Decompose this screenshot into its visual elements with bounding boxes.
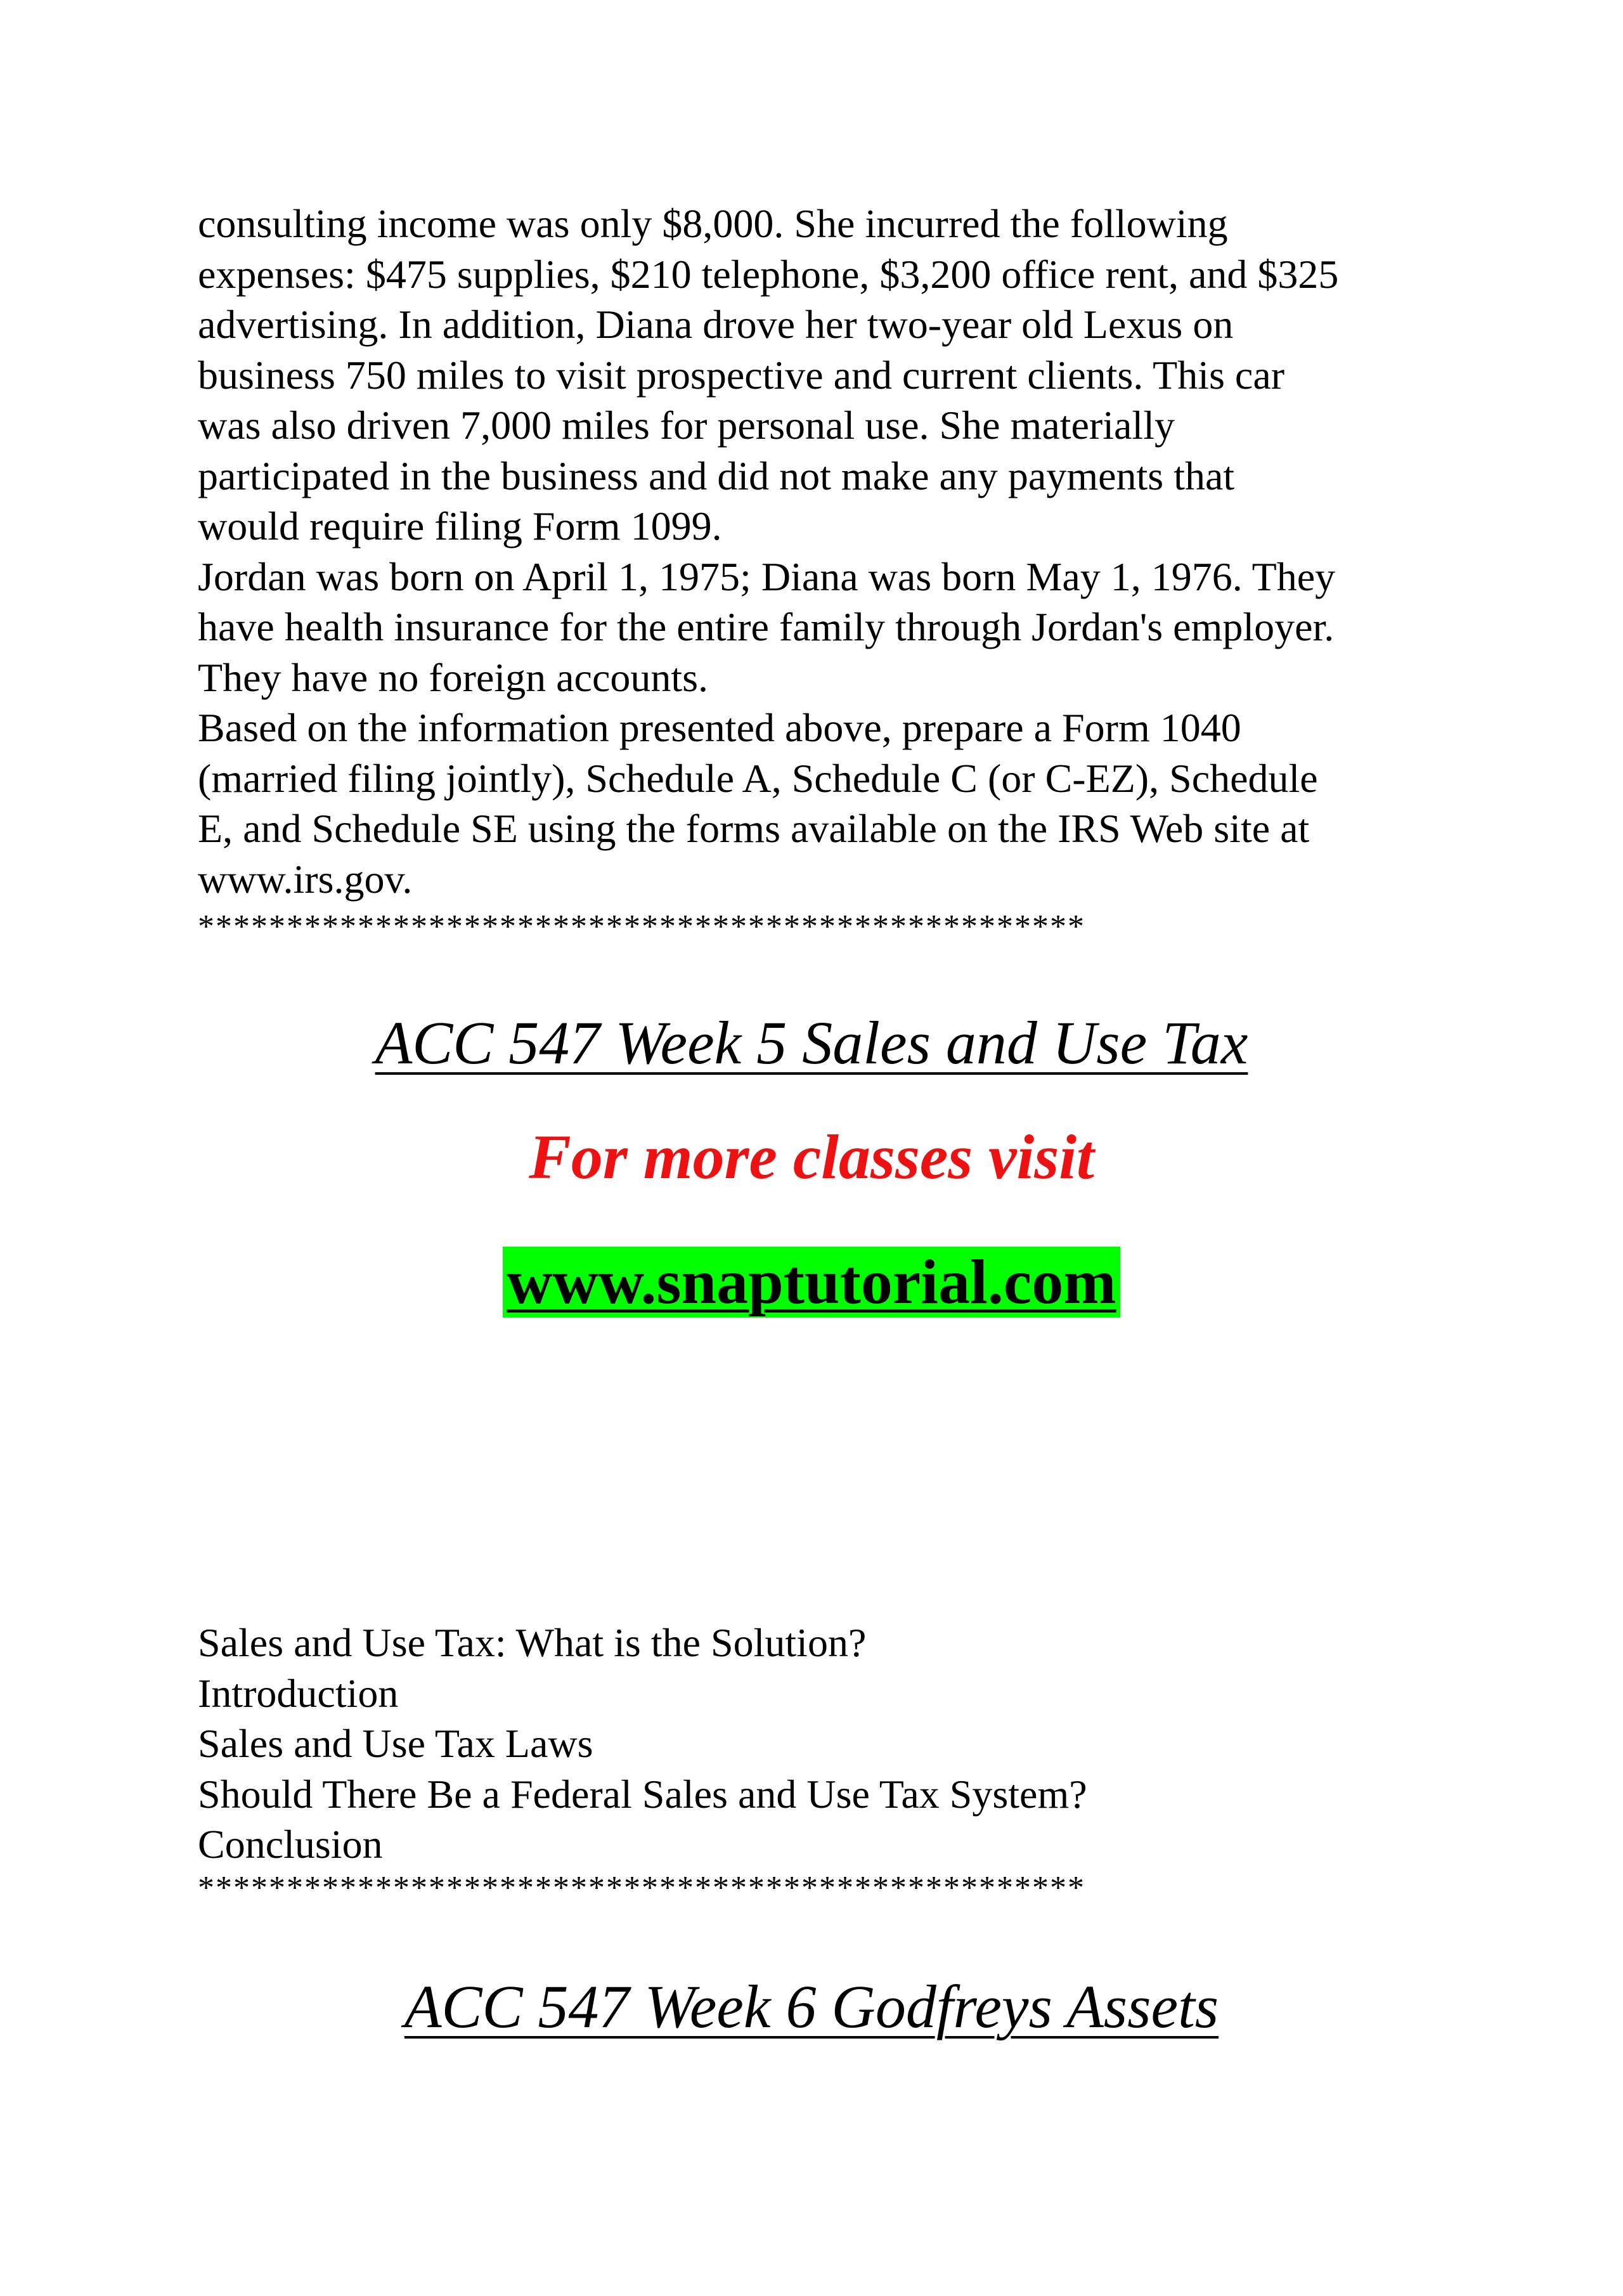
outline-item: Introduction — [198, 1670, 399, 1716]
week5-heading — [0, 1008, 1623, 1078]
week6-heading — [0, 1972, 1623, 2042]
paragraph-line: participated in the business and did not make any payments that — [198, 453, 1235, 498]
outline-item: Sales and Use Tax: What is the Solution? — [198, 1620, 867, 1665]
paragraph-line: www.irs.gov. — [198, 856, 413, 902]
week5-title: ACC 547 Week 5 Sales and Use Tax — [375, 1009, 1248, 1077]
paragraph-line: They have no foreign accounts. — [198, 654, 709, 700]
week6-title: ACC 547 Week 6 Godfreys Assets — [404, 1973, 1219, 2040]
separator-stars: ************************************************** — [198, 1870, 1085, 1906]
paragraph-line: E, and Schedule SE using the forms available on the IRS Web site at — [198, 806, 1310, 851]
paragraph-line: Based on the information presented above, prepare a Form 1040 — [198, 705, 1241, 750]
paragraph-line: (married filing jointly), Schedule A, Schedule C (or C-EZ), Schedule — [198, 755, 1318, 801]
separator-stars: ************************************************** — [198, 909, 1085, 945]
outline-list — [198, 1618, 1466, 1870]
outline-item: Conclusion — [198, 1822, 383, 1867]
paragraph-line: consulting income was only $8,000. She incurred the following — [198, 201, 1228, 246]
paragraph-line: advertising. In addition, Diana drove her two-year old Lexus on — [198, 302, 1234, 347]
outline-item: Should There Be a Federal Sales and Use Tax System? — [198, 1771, 1087, 1817]
paragraph-line: was also driven 7,000 miles for personal use. She materially — [198, 403, 1175, 448]
outline-item: Sales and Use Tax Laws — [198, 1721, 593, 1766]
paragraph-line: Jordan was born on April 1, 1975; Diana was born May 1, 1976. They — [198, 554, 1336, 599]
paragraph-line: have health insurance for the entire family through Jordan's employer. — [198, 604, 1335, 649]
assignment-paragraph — [198, 198, 1466, 904]
website-wrapper — [0, 1247, 1623, 1318]
website-link[interactable]: www.snaptutorial.com — [503, 1247, 1120, 1318]
paragraph-line: business 750 miles to visit prospective and current clients. This car — [198, 352, 1285, 398]
paragraph-line: expenses: $475 supplies, $210 telephone, $3,200 office rent, and $325 — [198, 251, 1339, 297]
promo-text: For more classes visit — [529, 1122, 1094, 1192]
paragraph-line: would require filing Form 1099. — [198, 503, 722, 548]
